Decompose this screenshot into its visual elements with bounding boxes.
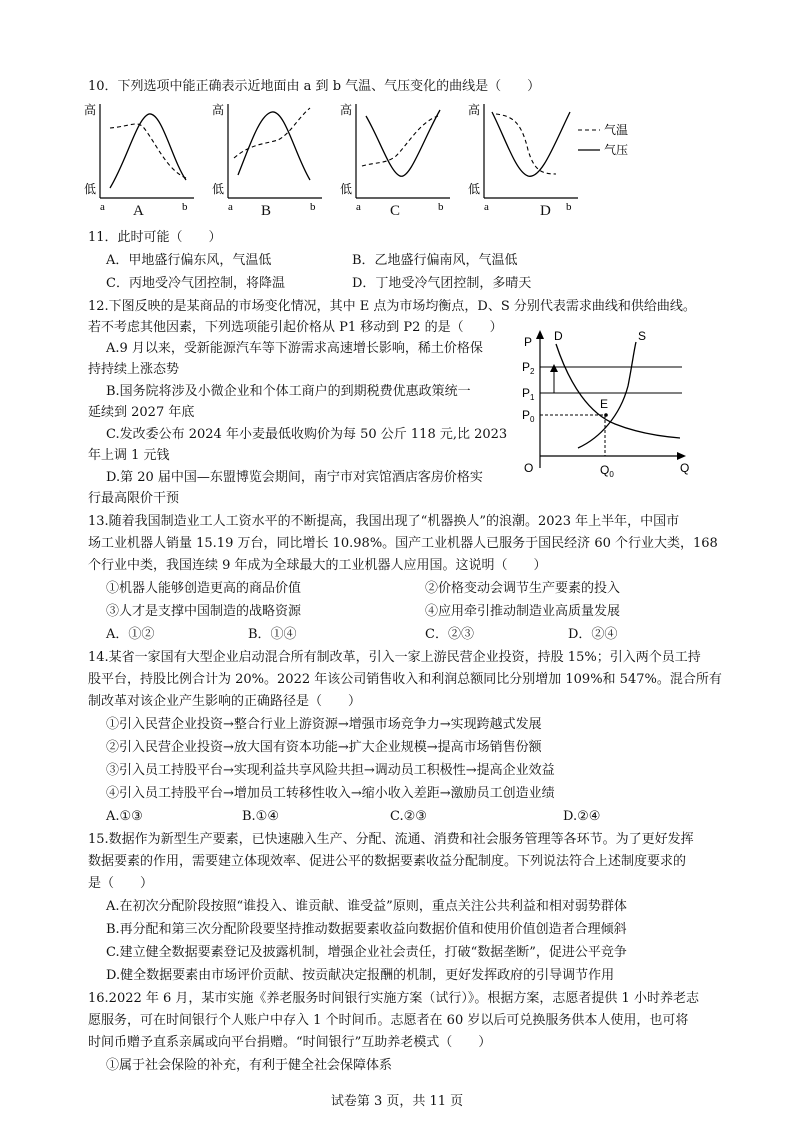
axis-a-label: a xyxy=(228,201,233,213)
q10-graph-d xyxy=(468,102,578,213)
legend-temp-label: 气温 xyxy=(604,123,629,137)
label-q: Q xyxy=(680,461,690,475)
supply-curve xyxy=(578,342,636,448)
equilibrium-point xyxy=(604,413,608,417)
axis-high-label: 高 xyxy=(212,103,225,117)
q16-stem-line2: 愿服务，可在时间银行个人账户中存入 1 个时间币。志愿者在 60 岁以后可兑换服务供本人使用，也可将 xyxy=(88,1013,689,1028)
q12-option-a-line2: 持持续上涨态势 xyxy=(88,362,180,377)
q16-stem-line3: 时间币赠予直系亲属或向平台捐赠。“时间银行”互助养老模式（ ） xyxy=(88,1035,492,1050)
q13-stem-line3: 个行业中类，我国连续 9 年成为全球最大的工业机器人应用国。这说明（ ） xyxy=(88,558,547,573)
q14-option-a: A.①③ xyxy=(106,809,143,824)
axis-a-label: a xyxy=(356,201,361,213)
axis-a-label: a xyxy=(484,201,489,213)
q13-stem-line1: 13.随着我国制造业工人工资水平的不断提高，我国出现了“机器换人”的浪潮。2023 年上半年，中国市 xyxy=(88,514,680,529)
q13-option-c: C．②③ xyxy=(425,627,474,642)
q10-graph-b xyxy=(212,102,322,213)
q13-statement-3: ③人才是支撑中国制造的战略资源 xyxy=(106,604,302,619)
q15-stem-line1: 15.数据作为新型生产要素，已快速融入生产、分配、流通、消费和社会服务管理等各环节。为了更好发挥 xyxy=(88,832,694,847)
q14-statement-3: ③引入员工持股平台→实现利益共享风险共担→调动员工积极性→提高企业效益 xyxy=(106,763,555,778)
q12-option-a-line1: A.9 月以来，受新能源汽车等下游需求高速增长影响，稀土价格保 xyxy=(106,341,483,356)
q10-caption-a: A xyxy=(133,203,144,219)
q13-stem-line2: 场工业机器人销量 15.19 万台，同比增长 10.98%。国产工业机器人已服务于国民经济 60 个行业大类，168 xyxy=(88,536,718,551)
axis-low-label: 低 xyxy=(212,182,225,196)
q12-option-d-line2: 行最高限价干预 xyxy=(88,491,180,506)
q12-option-d-line1: D.第 20 届中国—东盟博览会期间，南宁市对宾馆酒店客房价格实 xyxy=(106,470,483,485)
temperature-curve xyxy=(110,124,186,178)
temperature-curve xyxy=(362,116,438,166)
q12-stem-line1: 12.下图反映的是某商品的市场变化情况，其中 E 点为市场均衡点，D、S 分别代表需求曲线和供给曲线。 xyxy=(88,299,696,314)
axis-low-label: 低 xyxy=(340,182,353,196)
q13-statement-2: ②价格变动会调节生产要素的投入 xyxy=(425,581,621,596)
q11-option-d: D．丁地受冷气团控制，多晴天 xyxy=(352,276,532,291)
q13-statement-4: ④应用牵引推动制造业高质量发展 xyxy=(425,604,621,619)
label-s: S xyxy=(638,329,647,343)
axis-high-label: 高 xyxy=(468,103,481,117)
q12-option-c-line2: 年上调 1 元钱 xyxy=(88,448,170,463)
q11-option-b: B．乙地盛行偏南风，气温低 xyxy=(352,253,518,268)
q16-statement-1: ①属于社会保险的补充，有利于健全社会保障体系 xyxy=(106,1058,393,1073)
q10-graph-a xyxy=(84,102,194,213)
label-e: E xyxy=(600,397,609,411)
quantity-axis-arrow xyxy=(677,452,686,460)
q15-option-a: A.在初次分配阶段按照“谁投入、谁贡献、谁受益”原则，重点关注公共利益和相对弱势群体 xyxy=(106,899,627,914)
label-p: P xyxy=(524,335,533,349)
pressure-curve xyxy=(110,114,186,188)
axis-b-label: b xyxy=(566,201,572,213)
axis-high-label: 高 xyxy=(84,103,97,117)
q13-option-a: A．①② xyxy=(106,627,155,642)
axis-b-label: b xyxy=(182,201,188,213)
q12-option-c-line1: C.发改委公布 2024 年小麦最低收购价为每 50 公斤 118 元,比 2023 xyxy=(106,427,508,442)
temperature-curve xyxy=(234,108,310,158)
label-o: O xyxy=(524,461,534,475)
axis-b-label: b xyxy=(310,201,316,213)
q10-legend xyxy=(578,122,628,157)
q15-option-d: D.健全数据要素由市场评价贡献、按贡献决定报酬的机制，更好发挥政府的引导调节作用 xyxy=(106,968,615,983)
q10-graphs xyxy=(82,100,642,224)
q12-stem-line2: 若不考虑其他因素，下列选项能引起价格从 P1 移动到 P2 的是（ ） xyxy=(88,320,503,335)
q14-statement-1: ①引入民营企业投资→整合行业上游资源→增强市场竞争力→实现跨越式发展 xyxy=(106,717,542,732)
q14-stem-line2: 股平台，持股比例合计为 20%。2022 年该公司销售收入和利润总额同比分别增加 109%和 547%。混合所有 xyxy=(88,672,722,687)
legend-pressure-label: 气压 xyxy=(604,143,629,157)
q15-option-b: B.再分配和第三次分配阶段要坚持推动数据要素收益向数据价值和使用价值创造者合理倾斜 xyxy=(106,922,627,937)
q12-supply-demand-graph xyxy=(520,326,700,486)
q14-stem-line3: 制改革对该企业产生影响的正确路径是（ ） xyxy=(88,694,362,709)
q11-stem: 11．此时可能（ ） xyxy=(88,230,222,245)
q14-option-b: B.①④ xyxy=(242,809,279,824)
q14-stem-line1: 14.某省一家国有大型企业启动混合所有制改革，引入一家上游民营企业投资，持股 15%；引入两个员工持 xyxy=(88,650,701,665)
pressure-curve xyxy=(238,112,310,180)
q15-option-c: C.建立健全数据要素登记及披露机制，增强企业社会责任，打破“数据垄断”，促进公平竞争 xyxy=(106,945,627,960)
q14-option-d: D.②④ xyxy=(563,809,601,824)
q13-option-d: D．②④ xyxy=(568,627,618,642)
q10-graph-c xyxy=(340,102,450,213)
label-d: D xyxy=(554,329,563,343)
axis-a-label: a xyxy=(100,201,105,213)
axis-b-label: b xyxy=(438,201,444,213)
demand-curve xyxy=(556,344,680,438)
q13-option-b: B．①④ xyxy=(248,627,297,642)
q15-stem-line3: 是（ ） xyxy=(88,876,154,891)
price-axis-arrow xyxy=(536,330,544,339)
q12-option-b-line2: 延续到 2027 年底 xyxy=(88,405,195,420)
q11-option-c: C．丙地受冷气团控制，将降温 xyxy=(106,276,285,291)
label-p0: $P_0$ xyxy=(522,408,535,424)
price-rise-arrow-head xyxy=(550,364,558,372)
q14-statement-4: ④引入员工持股平台→增加员工转移性收入→缩小收入差距→激励员工创造业绩 xyxy=(106,786,555,801)
label-p1: $P_1$ xyxy=(522,386,535,402)
q14-option-c: C.②③ xyxy=(390,809,427,824)
q10-caption-b: B xyxy=(261,203,272,219)
axis-high-label: 高 xyxy=(340,103,353,117)
q12-option-b-line1: B.国务院将涉及小微企业和个体工商户的到期税费优惠政策统一 xyxy=(106,384,471,399)
q16-stem-line1: 16.2022 年 6 月，某市实施《养老服务时间银行实施方案（试行）》。根据方案，志愿者提供 1 小时养老志 xyxy=(88,991,699,1006)
axis-low-label: 低 xyxy=(468,182,481,196)
q14-statement-2: ②引入民营企业投资→放大国有资本功能→扩大企业规模→提高市场销售份额 xyxy=(106,740,542,755)
page-footer: 试卷第 3 页，共 11 页 xyxy=(330,1094,464,1109)
q10-caption-d: D xyxy=(540,203,551,219)
label-p2: $P_2$ xyxy=(522,360,535,376)
q11-option-a: A．甲地盛行偏东风，气温低 xyxy=(106,253,272,268)
temperature-curve xyxy=(496,114,556,174)
label-q0: $Q_0$ xyxy=(600,463,614,479)
pressure-curve xyxy=(492,112,570,176)
q10-stem: 10．下列选项中能正确表示近地面由 a 到 b 气温、气压变化的曲线是（ ） xyxy=(88,79,541,94)
axis-low-label: 低 xyxy=(84,182,97,196)
q13-statement-1: ①机器人能够创造更高的商品价值 xyxy=(106,581,302,596)
q15-stem-line2: 数据要素的作用，需要建立体现效率、促进公平的数据要素收益分配制度。下列说法符合上述制度要求的 xyxy=(88,854,687,869)
q10-caption-c: C xyxy=(390,203,401,219)
